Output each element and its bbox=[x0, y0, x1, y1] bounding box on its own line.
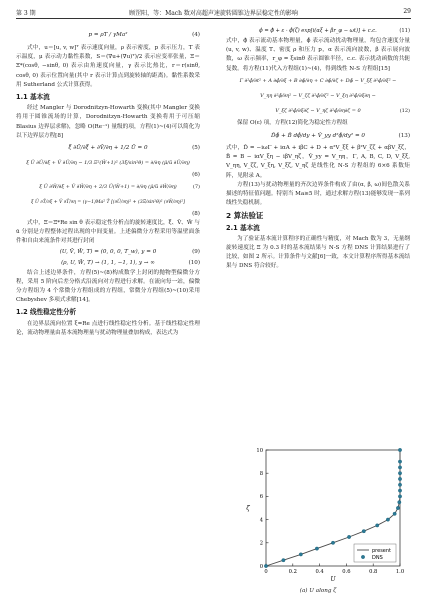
x-tick-label-2: 0.4 bbox=[315, 569, 324, 575]
series-dns-point-8 bbox=[386, 518, 389, 521]
section-1-2-heading: 1.2 线性稳定性分析 bbox=[16, 308, 77, 317]
legend-present-label: present bbox=[372, 547, 392, 554]
series-dns-point-10 bbox=[396, 506, 399, 509]
running-header bbox=[16, 6, 411, 18]
x-axis-label: U bbox=[330, 576, 336, 583]
series-dns-point-18 bbox=[398, 460, 401, 463]
legend-dns-swatch bbox=[361, 555, 364, 558]
paragraph-eigenvalue: 方程(13)与扰动物理量的齐次边界条件构成了由(α, β, ω)间色散关系描述的特征值问题。特别当 Ma≥5 时，通过求解方程(13)能够发现一系列线性失稳机制。 bbox=[226, 181, 410, 207]
equation-10-body: (ρ, U, W̄, T) → (1, 1, −1, 1), y → ∞ bbox=[61, 259, 155, 266]
equation-7 bbox=[16, 180, 200, 195]
series-dns-point-15 bbox=[398, 477, 401, 480]
y-tick-label-1: 2 bbox=[259, 540, 263, 547]
equation-12-part-3: V_ξζ ∂²ϕ̂/∂ξ∂ζ − V_ηζ ∂²ϕ̂/∂η∂ζ = 0 bbox=[275, 107, 361, 114]
equation-8-body: ξ̄ Ū ∂T̄/∂ξ̄ + V̄ ∂T̄/∂η = (γ−1)Ma² T̄ [(∂Ū/∂η)² + (3Ξ̄/sin²θ)² (∂W̄/∂η)²] bbox=[31, 200, 185, 206]
paragraph-stability-intro: 在边界层流向位置 ξ=Re 点进行线性稳定性分析。基于线性稳定性理论，流动物理量由基本流物理量与扰动物理量叠加构成，表达式为 bbox=[16, 320, 200, 336]
series-dns-point-2 bbox=[299, 553, 302, 556]
equation-13-body: D̂ϕ̂ + B̂ dϕ̂/dy + V̂_yy d²ϕ̂/dy² = 0 bbox=[271, 133, 365, 140]
series-dns-point-0 bbox=[264, 564, 267, 567]
paragraph-boundary-conditions: 式中，Ξ＝Ξ*Re sin θ 表示稳定性分析点的旋转速度比，ξ̄、V̄、W̄ 与 ū 分别是方程整体过程出现的中间变量。上述偏微分方程采用等温壁面条件和自由来流条件对其进行封闭 bbox=[16, 220, 200, 245]
equation-5-number: (5) bbox=[192, 145, 200, 152]
equation-12-line-2 bbox=[226, 89, 410, 104]
equation-11-body: ϕ = ϕ̄ + ε · ϕ̂(ζ) exp[i(αξ + βr_φ − ωt)] + c.c. bbox=[259, 28, 377, 34]
series-dns-point-13 bbox=[398, 489, 401, 492]
equation-12-line-1 bbox=[226, 74, 410, 89]
equation-7-body: ξ̄ Ū ∂W̄/∂ξ̄ + V̄ ∂W̄/∂η + 2/3 Ū(W̄+1) = ∂/∂η (μ̄/ū ∂W̄/∂η) bbox=[39, 184, 177, 191]
equation-6-number-row bbox=[16, 171, 200, 180]
velocity-profile-chart bbox=[240, 444, 410, 586]
equation-9-number: (9) bbox=[192, 248, 200, 255]
equation-4-number: (4) bbox=[192, 32, 200, 38]
paragraph-validation: 为了验证基本流计算程序的正确性与精度，对 Mach 数为 3，无量纲旋转速度比 Ξ 为 0.3 时的基本流结果与 N-S 方程 DNS 计算结果进行了比较，如图 2 所示。计算条件与文献[6]一致，本文计算程序所得基本流结果与 DNS 符合较好。 bbox=[226, 235, 410, 270]
series-dns-point-3 bbox=[315, 547, 318, 550]
series-dns-point-6 bbox=[362, 530, 365, 533]
equation-12-part-1: Γ ∂²ϕ̂/∂t² + A ∂ϕ̂/∂ξ + B ∂ϕ̂/∂η + C ∂ϕ̂/∂ζ + Dϕ̂ − V_ξξ ∂²ϕ̂/∂ξ² − bbox=[239, 77, 397, 84]
equation-10 bbox=[16, 258, 200, 269]
series-dns-point-5 bbox=[347, 535, 350, 538]
series-dns-point-19 bbox=[398, 448, 401, 451]
y-tick-label-4: 8 bbox=[259, 471, 263, 477]
series-dns-point-1 bbox=[282, 559, 285, 562]
y-tick-label-0: 0 bbox=[259, 563, 263, 570]
equation-5 bbox=[16, 141, 200, 156]
paragraph-perturbation: 式中，ϕ̄ 表示流动基本物理量，ϕ̂ 表示流动扰动物理量，均包含速度分量(u, v, w)、温度 T、密度 ρ 和压力 p，α 表示流向波数，β 表示展向波数，ω 表示频率，r_φ = ξsinθ 表示圆锥半径，c.c. 表示扰动函数的共轭复数。将方程(11)代入方程组(1)~(4)，得到线性 N-S 方程组[15] bbox=[226, 38, 410, 72]
paragraph-simplify: 保留 O(ε) 项，方程(12)简化为稳定性方程组 bbox=[237, 119, 348, 126]
equation-4-body: p = ρT / γMa² bbox=[88, 32, 128, 38]
series-dns-point-14 bbox=[398, 483, 401, 486]
x-tick-label-5: 1.0 bbox=[395, 569, 405, 575]
equation-9 bbox=[16, 247, 200, 258]
x-tick-label-1: 0.2 bbox=[288, 569, 297, 575]
equation-13 bbox=[226, 128, 410, 144]
paragraph-transform: 经过 Mangler 与 Dorodnitzyn-Howarth 变换(其中 Mangler 变换将用于圆锥流场的计算，Dorodnitzyn-Howarth 变换将用于可压缩 Blasius 边界层求解)，忽略 O(Re⁻¹) 量级的项，方程(1)~(4)可以简化为以下边界层方程[8] bbox=[16, 105, 200, 139]
series-dns-point-4 bbox=[331, 541, 334, 544]
equation-13-number: (13) bbox=[398, 133, 410, 140]
equation-12-part-2: V_ηη ∂²ϕ̂/∂η² − V_ζζ ∂²ϕ̂/∂ζ² − V_ξη ∂²ϕ̂/∂ξ∂η − bbox=[260, 92, 376, 99]
issue-number: 第 3 期 bbox=[16, 10, 36, 17]
page-number: 29 bbox=[403, 8, 411, 15]
header-rule bbox=[16, 18, 411, 19]
series-dns-point-16 bbox=[398, 472, 401, 475]
equation-6 bbox=[16, 156, 200, 171]
series-dns-point-17 bbox=[398, 466, 401, 469]
right-column bbox=[226, 26, 410, 272]
y-tick-label-5: 10 bbox=[256, 447, 263, 454]
left-column bbox=[16, 26, 200, 338]
equation-4 bbox=[16, 26, 200, 44]
equation-12-line-3 bbox=[226, 104, 410, 119]
equation-11-number: (11) bbox=[399, 28, 410, 34]
equation-10-number: (10) bbox=[188, 259, 200, 266]
section-2-1-heading: 2.1 基本流 bbox=[226, 223, 260, 232]
equation-9-body: (U, V̄, W̄, T) = (0, 0, 0, T_w), y = 0 bbox=[59, 248, 157, 255]
section-1-1-heading: 1.1 基本流 bbox=[16, 93, 50, 102]
series-dns-point-9 bbox=[393, 512, 396, 515]
y-axis-label: ζ bbox=[246, 504, 250, 512]
series-dns-point-7 bbox=[376, 524, 379, 527]
x-tick-label-4: 0.8 bbox=[369, 569, 378, 575]
series-dns-point-12 bbox=[398, 495, 401, 498]
x-tick-label-0: 0 bbox=[264, 569, 268, 575]
paragraph-variables: 式中，u＝[u, v, w]ᵀ 表示速度向量，ρ 表示密度，p 表示压力，T 表示温度，μ 表示动力黏性系数，S＝(∇u+(∇u)ᵀ)/2 表示应变率张量，Ξ＝Ξ*(cosθ, −sinθ, 0) 表示由角速度向量，γ 表示比热比，r＝r(sinθ, cosθ, 0) 表示位置向量(其中 r 表示计算点到旋转轴的距离)。黏性系数采用 Sutherland 公式计算获得。 bbox=[16, 45, 200, 88]
y-tick-label-2: 4 bbox=[259, 517, 263, 524]
y-tick-label-3: 6 bbox=[259, 494, 263, 501]
x-tick-label-3: 0.6 bbox=[342, 569, 351, 575]
paragraph-coefficients: 式中，D̂ = −iωΓ + iαA + iβC + D + α²V_ξξ + β²V_ζζ + αβV_ξζ，B̂ = B − iαV_ξη − iβV_ηζ，V̂_yy = V_ηη，Γ, A, B, C, D, V_ξξ, V_ηη, V_ζζ, V_ξη, V_ξζ, V_ηζ 是线性化 N-S 方程组的 6×6 系数矩阵，见附录 A。 bbox=[226, 145, 410, 179]
equation-6-body: ξ̄ Ū ∂Ū/∂ξ̄ + V̄ ∂Ū/∂η − 1/3 Ξ²(W̄+1)² (3ξ̄/sin²θ) = ∂/∂η (μ̄/ū ∂Ū/∂η) bbox=[26, 160, 190, 167]
paragraph-solution-method: 结合上述边界条件，方程(5)~(8)构成数学上封闭的抛物型偏微分方程，采用 5 阶向后差分格式沿流向对方程进行求解。在流向每一站，偏微分方程组为 4 个常微分方程组成的方程组，常微分方程组(5)~(10)采用 Chebyshev 多项式求解[14]。 bbox=[16, 269, 200, 304]
running-title: 顾罡阳，等：Mach 数对高超声速旋转圆锥边界层稳定性的影响 bbox=[129, 10, 298, 17]
section-2-heading: 2 算法验证 bbox=[226, 211, 264, 221]
equation-7-number: (7) bbox=[192, 184, 200, 191]
series-dns-point-11 bbox=[398, 501, 401, 504]
equation-12-number: (12) bbox=[399, 107, 410, 114]
equation-5-body: ξ̄ ∂Ū/∂ξ̄ + ∂V̄/∂η + 1/2 Ū = 0 bbox=[68, 145, 148, 152]
equation-6-number: (6) bbox=[192, 172, 200, 179]
equation-11 bbox=[226, 26, 410, 37]
equation-8-number-row bbox=[16, 210, 200, 219]
figure-caption: (a) U along ζ bbox=[299, 588, 337, 594]
legend-dns-label: DNS bbox=[372, 554, 383, 561]
equation-8-number: (8) bbox=[192, 211, 200, 218]
equation-8 bbox=[16, 195, 200, 210]
